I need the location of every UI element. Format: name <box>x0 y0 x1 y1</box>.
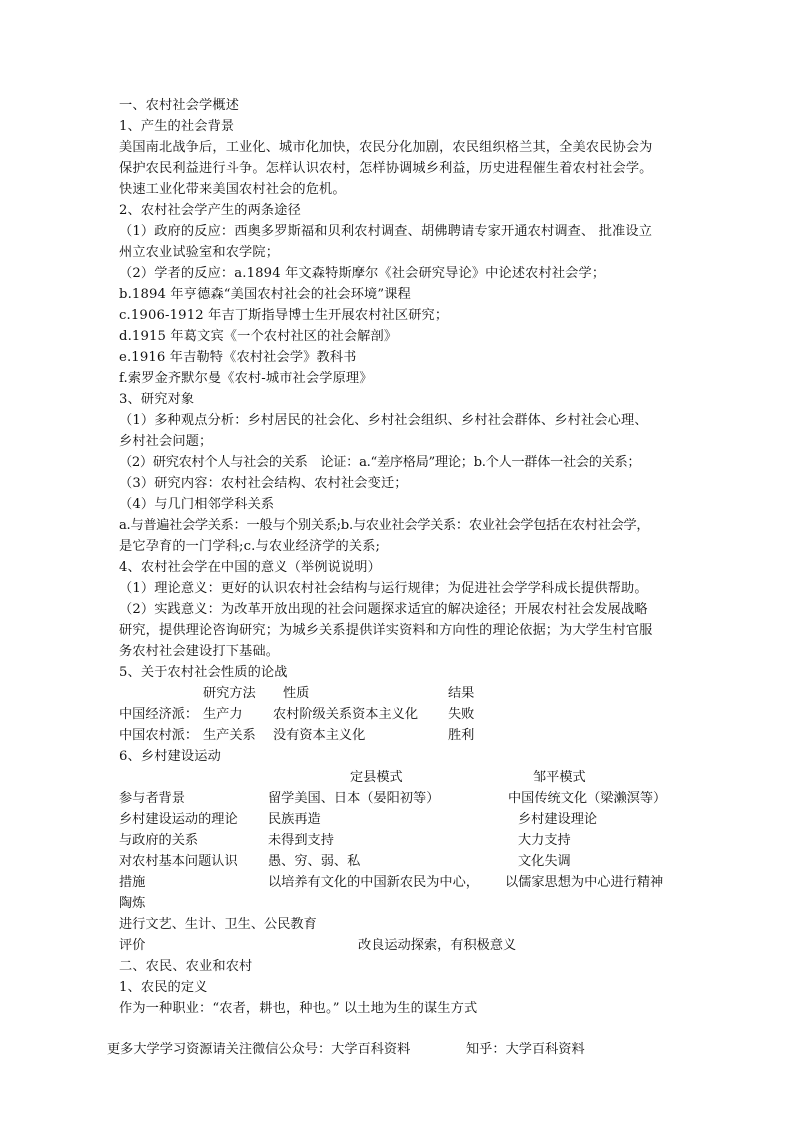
debate-header-result: 结果 <box>448 686 475 701</box>
text-line: f.索罗金齐默尔曼《农村-城市社会学原理》 <box>119 371 373 386</box>
heading-part2: 二、农民、农业和农村 <box>119 959 253 974</box>
text-line: 快速工业化带来美国农村社会的危机。 <box>119 182 346 197</box>
text-line: （1）政府的反应：西奥多罗斯福和贝利农村调查、胡佛聘请专家开通农村调查、 批准设立 <box>119 224 653 239</box>
debate-row-school: 中国经济派： <box>119 707 199 722</box>
text-line: 研究，提供理论咨询研究；为城乡关系提供详实资料和方向性的理论依据；为大学生村官服 <box>119 623 653 638</box>
rural-measures-cont: 进行文艺、生计、卫生、公民教育 <box>119 917 317 932</box>
rural-row-label: 对农村基本问题认识 <box>119 854 238 869</box>
text-line: a.与普遍社会学关系：一般与个别关系;b.与农业社会学关系：农业社会学包括在农村社会学， <box>119 518 650 533</box>
debate-header-method: 研究方法 <box>203 686 256 701</box>
text-line: 州立农业试验室和农学院； <box>119 245 280 260</box>
rural-eval-label: 评价 <box>119 938 146 953</box>
text-line: 乡村社会问题； <box>119 434 213 449</box>
text-line: （4）与几门相邻学科关系 <box>119 497 275 512</box>
rural-header-zouping: 邹平模式 <box>533 770 586 785</box>
rural-row-b: 中国传统文化（梁濑溟等） <box>508 791 667 806</box>
text-line: e.1916 年吉勒特《农村社会学》教科书 <box>119 350 357 365</box>
text-line: 是它孕育的一门学科;c.与农业经济学的关系; <box>119 539 381 554</box>
rural-row-a: 民族再造 <box>268 812 321 827</box>
text-line: （1）多种观点分析：乡村居民的社会化、乡村社会组织、乡村社会群体、乡村社会心理、 <box>119 413 648 428</box>
debate-row-nature: 农村阶级关系资本主义化 <box>273 707 419 722</box>
rural-row-a: 愚、穷、弱、私 <box>268 854 361 869</box>
rural-row-b: 大力支持 <box>518 833 571 848</box>
debate-row-nature: 没有资本主义化 <box>273 728 366 743</box>
heading-1-1: 1、产生的社会背景 <box>119 119 235 134</box>
heading-2-1: 1、农民的定义 <box>119 980 208 995</box>
text-line: （2）实践意义：为改革开放出现的社会问题探求适宜的解决途径；开展农村社会发展战略 <box>119 602 648 617</box>
rural-header-dingxian: 定县模式 <box>350 770 403 785</box>
heading-part1: 一、农村社会学概述 <box>119 98 240 113</box>
text-line: 保护农民利益进行斗争。怎样认识农村，怎样协调城乡利益，历史进程催生着农村社会学。 <box>119 161 653 176</box>
heading-1-4: 4、农村社会学在中国的意义（举例说说明） <box>119 560 381 575</box>
text-line: d.1915 年葛文宾《一个农村社区的社会解剖》 <box>119 329 398 344</box>
heading-1-2: 2、农村社会学产生的两条途径 <box>119 203 301 218</box>
debate-header-nature: 性质 <box>283 686 310 701</box>
text-line: （3）研究内容：农村社会结构、农村社会变迁； <box>119 476 408 491</box>
rural-row-b: 乡村建设理论 <box>518 812 598 827</box>
rural-eval-text: 改良运动探索，有积极意义 <box>358 938 517 953</box>
rural-measures-label: 措施 <box>119 875 146 890</box>
heading-1-5: 5、关于农村社会性质的论战 <box>119 665 288 680</box>
heading-1-6: 6、乡村建设运动 <box>119 749 221 764</box>
footer-wechat: 更多大学学习资源请关注微信公众号：大学百科资料 <box>107 1042 411 1057</box>
rural-row-label: 与政府的关系 <box>119 833 199 848</box>
rural-row-label: 乡村建设运动的理论 <box>119 812 238 827</box>
debate-row-school: 中国农村派： <box>119 728 199 743</box>
heading-1-3: 3、研究对象 <box>119 392 195 407</box>
rural-row-a: 未得到支持 <box>268 833 334 848</box>
rural-row-b: 文化失调 <box>518 854 571 869</box>
footer-zhihu: 知乎：大学百科资料 <box>466 1042 585 1057</box>
text-line: 作为一种职业：“农者，耕也，种也。” 以土地为生的谋生方式 <box>119 1001 478 1016</box>
text-line: （2）学者的反应：a.1894 年文森特斯摩尔《社会研究导论》中论述农村社会学； <box>119 266 606 281</box>
debate-row-result: 失败 <box>448 707 475 722</box>
text-line: （1）理论意义：更好的认识农村社会结构与运行规律；为促进社会学学科成长提供帮助。 <box>119 581 648 596</box>
text-line: b.1894 年亨德森“美国农村社会的社会环境”课程 <box>119 287 411 302</box>
text-line: 美国南北战争后，工业化、城市化加快，农民分化加剧，农民组织格兰其，全美农民协会为 <box>119 140 653 155</box>
rural-measures-a: 以培养有文化的中国新农民为中心， <box>268 875 479 890</box>
debate-row-method: 生产关系 <box>203 728 256 743</box>
rural-row-a: 留学美国、日本（晏阳初等） <box>268 791 440 806</box>
rural-row-label: 参与者背景 <box>119 791 185 806</box>
text-line: （2）研究农村个人与社会的关系 论证：a.“差序格局”理论；b.个人一群体一社会的关系； <box>119 455 641 470</box>
text-line: 务农村社会建设打下基础。 <box>119 644 280 659</box>
rural-measures-b: 以儒家思想为中心进行精神 <box>505 875 664 890</box>
debate-row-method: 生产力 <box>203 707 243 722</box>
text-line: c.1906-1912 年吉丁斯指导博士生开展农村社区研究； <box>119 308 449 323</box>
rural-measures-cont: 陶炼 <box>119 896 146 911</box>
debate-row-result: 胜利 <box>448 728 475 743</box>
